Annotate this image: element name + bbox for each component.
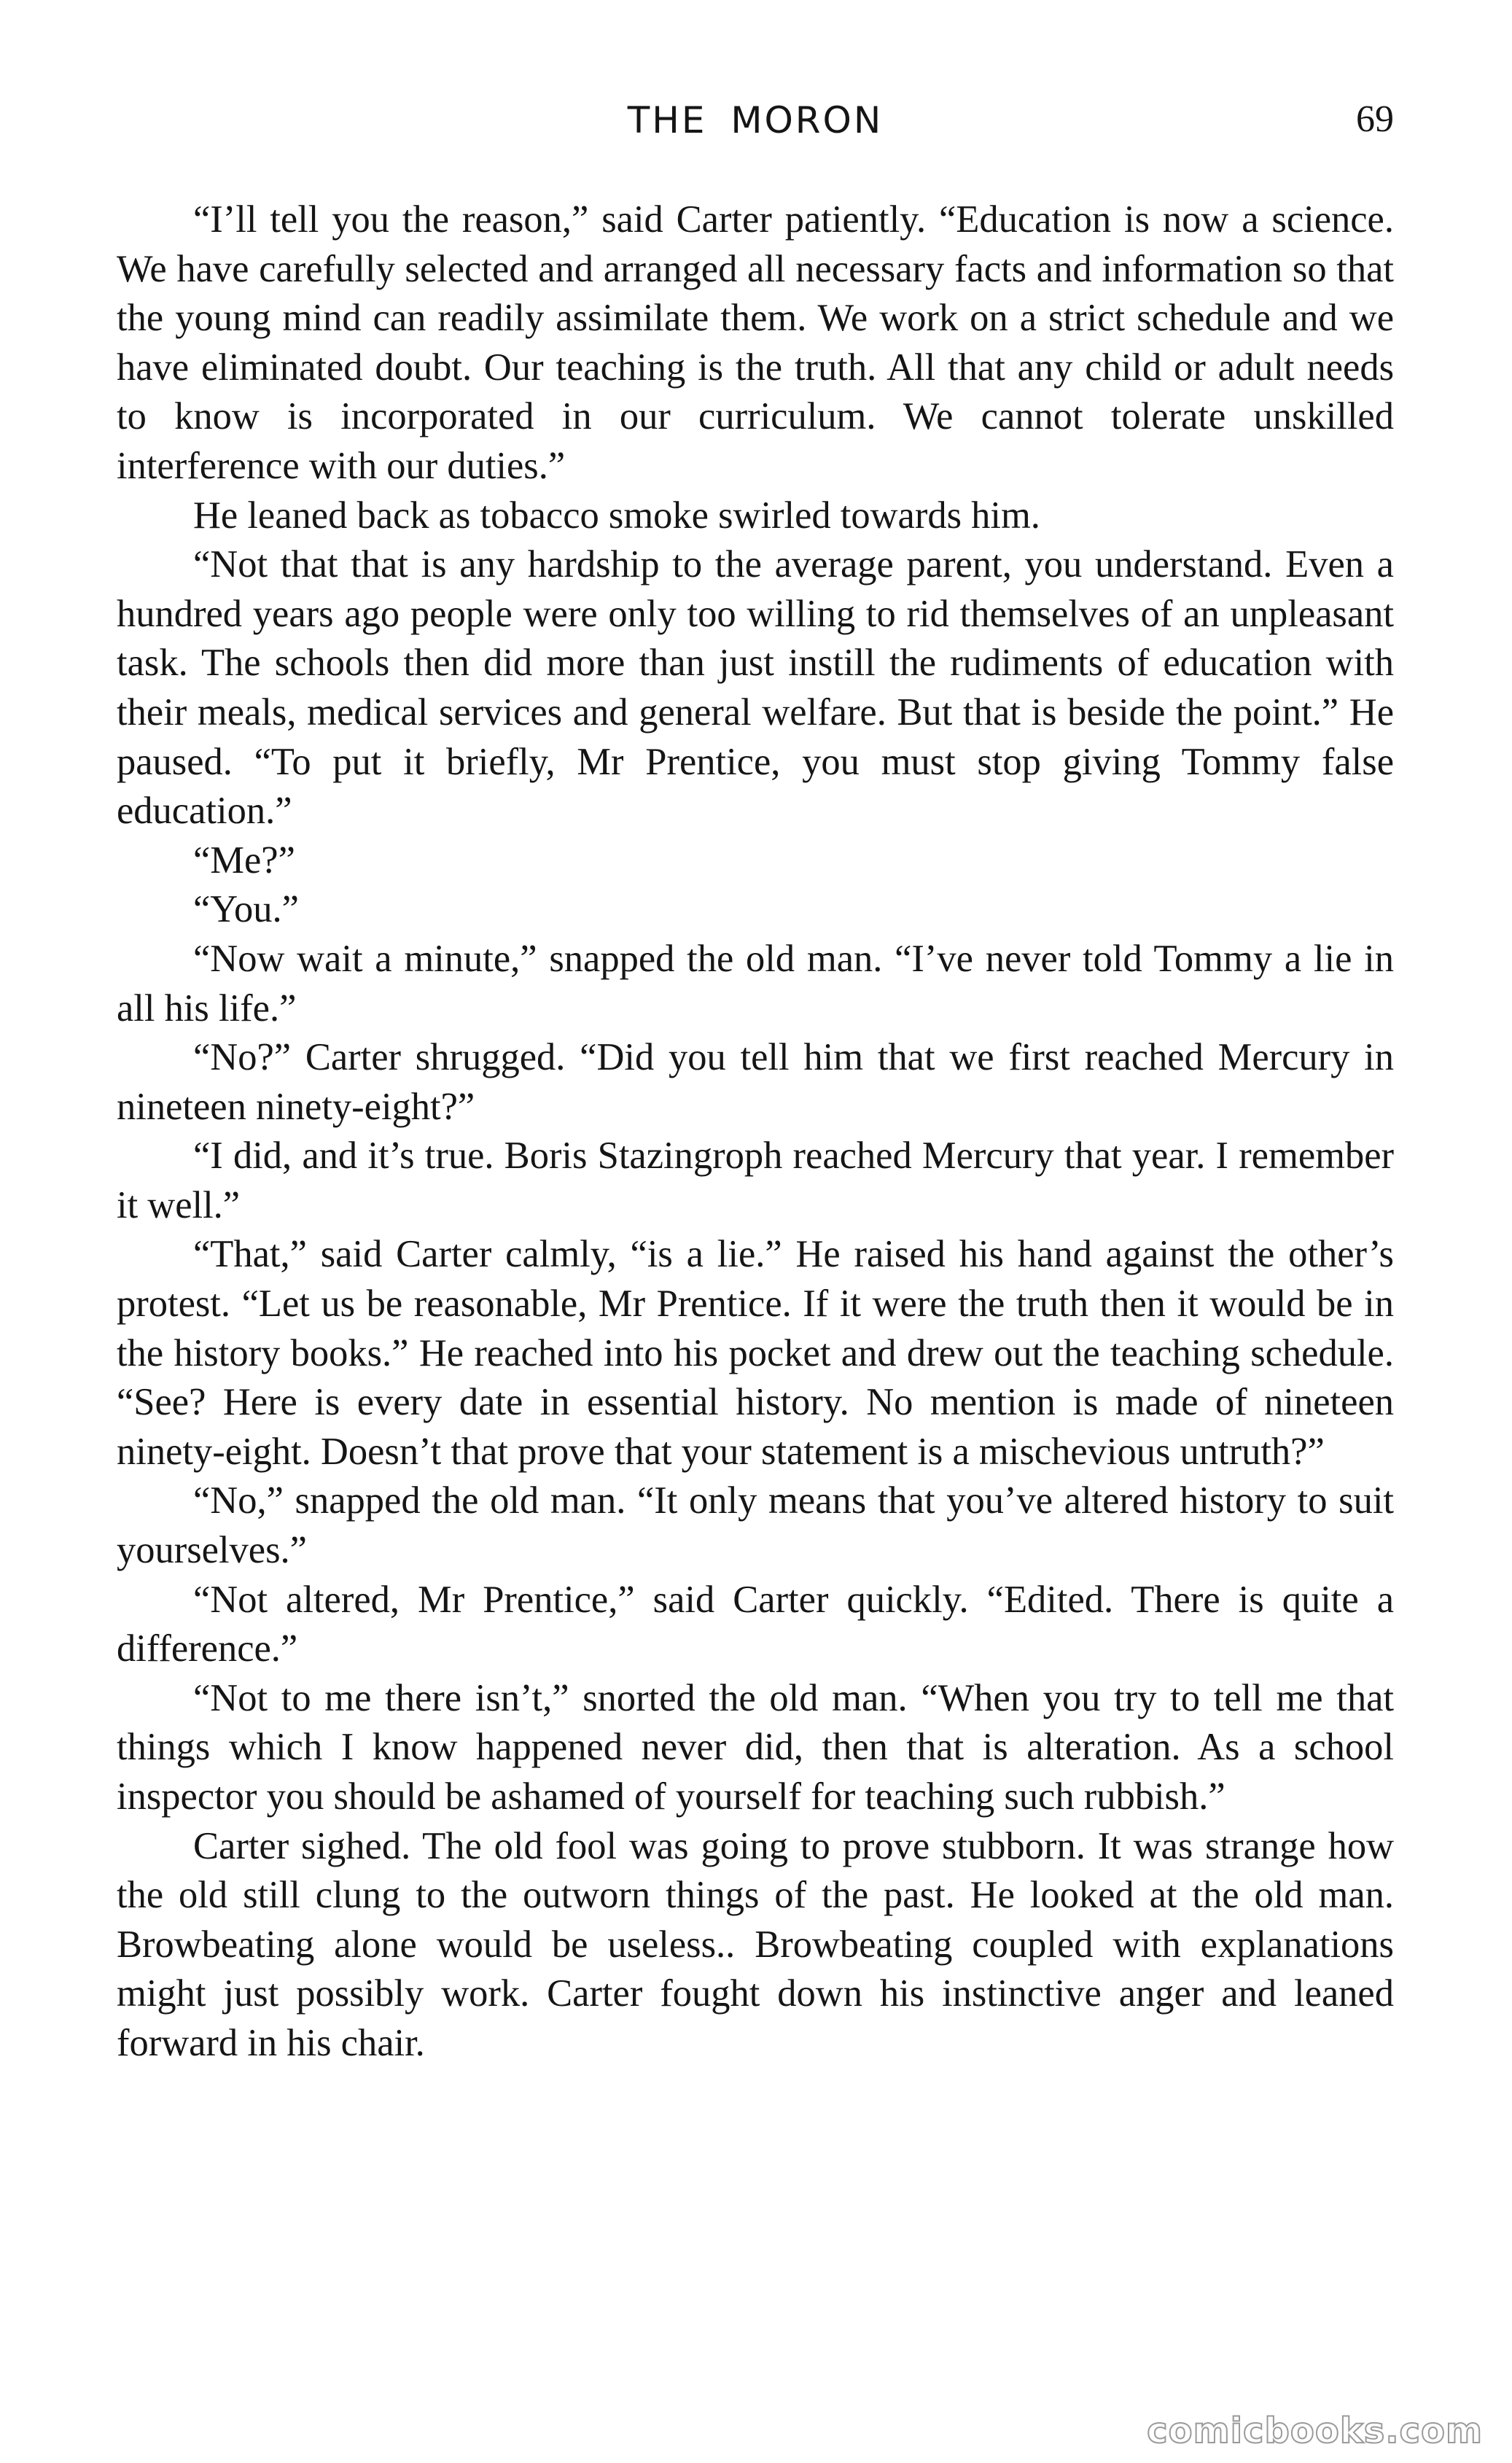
paragraph: He leaned back as tobacco smoke swirled towards him. <box>193 494 1040 537</box>
body-text <box>117 195 1394 2069</box>
paragraph: “That,” said Carter calmly, “is a lie.” He raised his hand against the other’s protest. “Let us be reasonable, Mr Prentice. If it were the truth then it would be in the history books.” He reached into his pocket and drew out the teaching schedule. “See? Here is every date in essential history. No mention is made of nineteen ninety-eight. Doesn’t that prove that your statement is a mischevious untruth?” <box>117 1233 1394 1473</box>
paragraph: Carter sighed. The old fool was going to prove stubborn. It was strange how the old still clung to the outworn things of the past. He looked at the old man. Browbeating alone would be useless.. Browbeating coupled with explanations might just possibly work. Carter fought down his instinctive anger and leaned forward in his chair. <box>117 1824 1394 2064</box>
paragraph: “Me?” <box>193 838 295 882</box>
paragraph: “Not altered, Mr Prentice,” said Carter quickly. “Edited. There is quite a difference.” <box>117 1578 1394 1670</box>
paragraph: “No,” snapped the old man. “It only means that you’ve altered history to suit yourselves.” <box>117 1479 1394 1572</box>
paragraph: “Not that that is any hardship to the average parent, you understand. Even a hundred years ago people were only too willing to rid themselves of an unpleasant task. The schools then did more than just instill the rudiments of education with their meals, medical services and general welfare. But that is beside the point.” He paused. “To put it briefly, Mr Prentice, you must stop giving Tommy false education.” <box>117 543 1394 833</box>
page-number: 69 <box>1356 98 1394 140</box>
paragraph: “I’ll tell you the reason,” said Carter patiently. “Education is now a science. We have carefully selected and arranged all necessary facts and information so that the young mind can readily assimilate them. We work on a strict schedule and we have eliminated doubt. Our teaching is the truth. All that any child or adult needs to know is incorporated in our curriculum. We cannot tolerate unskilled interference with our duties.” <box>117 198 1394 487</box>
paragraph: “You.” <box>193 888 299 931</box>
paragraph: “Not to me there isn’t,” snorted the old man. “When you try to tell me that things which I know happened never did, then that is alteration. As a school inspector you should be ashamed of yourself for teaching such rubbish.” <box>117 1676 1394 1818</box>
watermark: comicbooks.com <box>1147 2411 1483 2451</box>
paragraph: “I did, and it’s true. Boris Stazingroph reached Mercury that year. I remember it well.” <box>117 1135 1394 1226</box>
paragraph: “Now wait a minute,” snapped the old man. “I’ve never told Tommy a lie in all his life.” <box>117 937 1394 1030</box>
paragraph: “No?” Carter shrugged. “Did you tell him that we first reached Mercury in nineteen ninety-eight?” <box>117 1036 1394 1128</box>
running-head: THE MORON <box>627 99 884 141</box>
page-header <box>117 93 1394 152</box>
